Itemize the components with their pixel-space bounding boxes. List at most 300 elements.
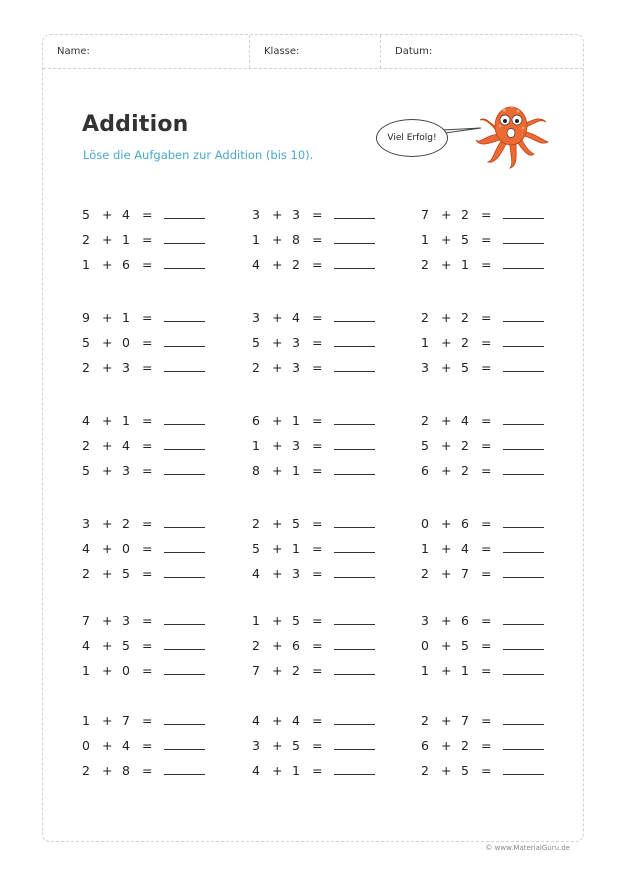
equals-sign: = [312,462,323,478]
answer-blank[interactable] [164,724,205,725]
second-addend: 5 [461,231,469,247]
answer-blank[interactable] [164,371,205,372]
equals-sign: = [312,565,323,581]
first-addend: 0 [421,637,429,653]
equals-sign: = [142,437,153,453]
second-addend: 1 [461,662,469,678]
answer-blank[interactable] [503,577,544,578]
answer-blank[interactable] [164,649,205,650]
first-addend: 5 [82,206,90,222]
equals-sign: = [312,412,323,428]
second-addend: 7 [122,712,130,728]
answer-blank[interactable] [334,268,375,269]
addition-problem [82,256,205,272]
addition-problem [82,565,205,581]
equals-sign: = [142,206,153,222]
addition-problem [252,334,375,350]
instructions: Löse die Aufgaben zur Addition (bis 10). [83,148,314,162]
plus-sign: + [102,637,113,653]
second-addend: 0 [122,662,130,678]
addition-problem [421,637,544,653]
answer-blank[interactable] [334,577,375,578]
plus-sign: + [102,412,113,428]
equals-sign: = [481,309,492,325]
plus-sign: + [102,712,113,728]
plus-sign: + [102,206,113,222]
second-addend: 6 [122,256,130,272]
speech-bubble-text: Viel Erfolg! [387,133,437,143]
answer-blank[interactable] [503,552,544,553]
answer-blank[interactable] [503,527,544,528]
problem-grid [82,0,552,876]
addition-problem [421,412,544,428]
second-addend: 5 [461,359,469,375]
plus-sign: + [102,256,113,272]
equals-sign: = [142,515,153,531]
first-addend: 4 [82,540,90,556]
equals-sign: = [481,612,492,628]
answer-blank[interactable] [334,552,375,553]
plus-sign: + [441,462,452,478]
plus-sign: + [441,309,452,325]
first-addend: 2 [82,762,90,778]
second-addend: 6 [292,637,300,653]
first-addend: 4 [82,637,90,653]
addition-problem [82,359,205,375]
answer-blank[interactable] [503,474,544,475]
equals-sign: = [312,662,323,678]
addition-problem [421,737,544,753]
plus-sign: + [272,334,283,350]
plus-sign: + [441,206,452,222]
equals-sign: = [312,737,323,753]
first-addend: 1 [421,334,429,350]
answer-blank[interactable] [164,243,205,244]
answer-blank[interactable] [334,243,375,244]
first-addend: 3 [252,206,260,222]
plus-sign: + [441,334,452,350]
equals-sign: = [312,231,323,247]
addition-problem [252,231,375,247]
answer-blank[interactable] [503,724,544,725]
second-addend: 5 [122,637,130,653]
equals-sign: = [481,437,492,453]
first-addend: 9 [82,309,90,325]
plus-sign: + [441,231,452,247]
second-addend: 1 [122,309,130,325]
equals-sign: = [142,309,153,325]
plus-sign: + [272,437,283,453]
first-addend: 2 [421,412,429,428]
equals-sign: = [481,412,492,428]
equals-sign: = [312,334,323,350]
first-addend: 6 [421,462,429,478]
equals-sign: = [142,231,153,247]
answer-blank[interactable] [334,674,375,675]
plus-sign: + [441,612,452,628]
plus-sign: + [272,762,283,778]
plus-sign: + [102,462,113,478]
addition-problem [82,515,205,531]
addition-problem [82,437,205,453]
plus-sign: + [102,334,113,350]
addition-problem [421,309,544,325]
answer-blank[interactable] [164,346,205,347]
second-addend: 0 [122,540,130,556]
plus-sign: + [272,637,283,653]
answer-blank[interactable] [503,321,544,322]
answer-blank[interactable] [334,724,375,725]
addition-problem [421,437,544,453]
second-addend: 2 [461,334,469,350]
addition-problem [252,515,375,531]
addition-problem [82,231,205,247]
addition-problem [252,462,375,478]
plus-sign: + [102,309,113,325]
plus-sign: + [272,565,283,581]
second-addend: 4 [292,712,300,728]
addition-problem [82,462,205,478]
answer-blank[interactable] [334,649,375,650]
addition-problem [421,540,544,556]
answer-blank[interactable] [334,424,375,425]
answer-blank[interactable] [334,449,375,450]
addition-problem [421,612,544,628]
addition-problem [421,762,544,778]
second-addend: 5 [122,565,130,581]
second-addend: 4 [122,737,130,753]
second-addend: 1 [122,412,130,428]
second-addend: 5 [292,612,300,628]
second-addend: 4 [122,206,130,222]
first-addend: 3 [82,515,90,531]
addition-problem [252,612,375,628]
second-addend: 2 [461,206,469,222]
plus-sign: + [102,737,113,753]
second-addend: 5 [461,637,469,653]
answer-blank[interactable] [503,749,544,750]
second-addend: 2 [461,462,469,478]
addition-problem [421,565,544,581]
second-addend: 0 [122,334,130,350]
plus-sign: + [272,540,283,556]
second-addend: 5 [461,762,469,778]
equals-sign: = [142,540,153,556]
equals-sign: = [142,256,153,272]
equals-sign: = [142,637,153,653]
answer-blank[interactable] [503,346,544,347]
answer-blank[interactable] [164,552,205,553]
equals-sign: = [481,462,492,478]
second-addend: 8 [122,762,130,778]
second-addend: 1 [122,231,130,247]
addition-problem [252,637,375,653]
page-title: Addition [82,112,189,137]
plus-sign: + [272,462,283,478]
answer-blank[interactable] [503,624,544,625]
plus-sign: + [102,437,113,453]
addition-problem [421,462,544,478]
second-addend: 6 [461,612,469,628]
second-addend: 3 [292,359,300,375]
second-addend: 2 [292,662,300,678]
second-addend: 1 [292,412,300,428]
answer-blank[interactable] [503,774,544,775]
equals-sign: = [312,637,323,653]
answer-blank[interactable] [503,424,544,425]
first-addend: 2 [82,565,90,581]
equals-sign: = [481,712,492,728]
addition-problem [82,762,205,778]
addition-problem [252,359,375,375]
addition-problem [82,334,205,350]
answer-blank[interactable] [164,218,205,219]
first-addend: 2 [252,637,260,653]
addition-problem [252,565,375,581]
equals-sign: = [481,737,492,753]
plus-sign: + [102,540,113,556]
first-addend: 4 [252,256,260,272]
first-addend: 2 [252,515,260,531]
equals-sign: = [142,334,153,350]
addition-problem [252,437,375,453]
plus-sign: + [272,309,283,325]
plus-sign: + [272,662,283,678]
first-addend: 2 [421,565,429,581]
first-addend: 4 [252,712,260,728]
equals-sign: = [312,206,323,222]
addition-problem [252,762,375,778]
plus-sign: + [441,712,452,728]
first-addend: 6 [421,737,429,753]
answer-blank[interactable] [164,527,205,528]
equals-sign: = [142,712,153,728]
answer-blank[interactable] [334,527,375,528]
equals-sign: = [312,762,323,778]
first-addend: 3 [421,359,429,375]
second-addend: 4 [122,437,130,453]
second-addend: 2 [461,437,469,453]
equals-sign: = [142,737,153,753]
equals-sign: = [481,359,492,375]
answer-blank[interactable] [334,749,375,750]
answer-blank[interactable] [334,774,375,775]
answer-blank[interactable] [164,321,205,322]
equals-sign: = [142,462,153,478]
plus-sign: + [441,359,452,375]
answer-blank[interactable] [164,424,205,425]
equals-sign: = [312,359,323,375]
first-addend: 5 [252,334,260,350]
answer-blank[interactable] [503,674,544,675]
plus-sign: + [272,359,283,375]
plus-sign: + [102,515,113,531]
addition-problem [82,206,205,222]
answer-blank[interactable] [164,577,205,578]
answer-blank[interactable] [503,371,544,372]
plus-sign: + [441,637,452,653]
addition-problem [421,334,544,350]
equals-sign: = [481,515,492,531]
plus-sign: + [272,737,283,753]
first-addend: 3 [252,309,260,325]
equals-sign: = [481,540,492,556]
answer-blank[interactable] [503,243,544,244]
first-addend: 2 [421,309,429,325]
addition-problem [252,712,375,728]
first-addend: 2 [82,231,90,247]
addition-problem [252,256,375,272]
footer-credit: © www.MaterialGuru.de [485,844,570,852]
first-addend: 8 [252,462,260,478]
answer-blank[interactable] [503,449,544,450]
plus-sign: + [102,565,113,581]
addition-problem [82,662,205,678]
addition-problem [252,206,375,222]
first-addend: 2 [82,437,90,453]
first-addend: 2 [421,712,429,728]
addition-problem [421,256,544,272]
addition-problem [421,206,544,222]
plus-sign: + [441,662,452,678]
plus-sign: + [441,565,452,581]
equals-sign: = [312,309,323,325]
answer-blank[interactable] [164,474,205,475]
answer-blank[interactable] [164,674,205,675]
answer-blank[interactable] [334,474,375,475]
addition-problem [252,737,375,753]
answer-blank[interactable] [503,268,544,269]
plus-sign: + [272,231,283,247]
plus-sign: + [102,359,113,375]
first-addend: 4 [252,762,260,778]
first-addend: 6 [252,412,260,428]
equals-sign: = [312,612,323,628]
addition-problem [252,662,375,678]
first-addend: 1 [82,256,90,272]
addition-problem [82,309,205,325]
answer-blank[interactable] [164,449,205,450]
second-addend: 2 [461,737,469,753]
answer-blank[interactable] [503,649,544,650]
addition-problem [252,412,375,428]
plus-sign: + [441,437,452,453]
first-addend: 0 [82,737,90,753]
answer-blank[interactable] [334,371,375,372]
second-addend: 1 [292,540,300,556]
name-label: Name: [57,46,90,57]
answer-blank[interactable] [334,321,375,322]
first-addend: 5 [82,334,90,350]
addition-problem [421,231,544,247]
second-addend: 5 [292,737,300,753]
first-addend: 2 [82,359,90,375]
answer-blank[interactable] [334,346,375,347]
answer-blank[interactable] [334,218,375,219]
plus-sign: + [441,737,452,753]
equals-sign: = [481,206,492,222]
first-addend: 3 [252,737,260,753]
answer-blank[interactable] [503,218,544,219]
first-addend: 1 [82,712,90,728]
equals-sign: = [142,762,153,778]
equals-sign: = [481,565,492,581]
plus-sign: + [441,256,452,272]
first-addend: 1 [82,662,90,678]
first-addend: 7 [82,612,90,628]
second-addend: 3 [292,565,300,581]
answer-blank[interactable] [334,624,375,625]
first-addend: 1 [252,437,260,453]
second-addend: 5 [292,515,300,531]
plus-sign: + [272,412,283,428]
answer-blank[interactable] [164,749,205,750]
second-addend: 2 [122,515,130,531]
first-addend: 5 [421,437,429,453]
addition-problem [421,712,544,728]
plus-sign: + [441,412,452,428]
first-addend: 4 [252,565,260,581]
second-addend: 6 [461,515,469,531]
equals-sign: = [312,515,323,531]
answer-blank[interactable] [164,624,205,625]
equals-sign: = [142,412,153,428]
second-addend: 8 [292,231,300,247]
equals-sign: = [312,437,323,453]
plus-sign: + [441,540,452,556]
answer-blank[interactable] [164,774,205,775]
first-addend: 5 [82,462,90,478]
second-addend: 7 [461,712,469,728]
equals-sign: = [142,359,153,375]
addition-problem [82,540,205,556]
second-addend: 3 [122,612,130,628]
equals-sign: = [481,637,492,653]
equals-sign: = [481,256,492,272]
plus-sign: + [272,206,283,222]
addition-problem [421,515,544,531]
addition-problem [421,662,544,678]
class-label: Klasse: [264,46,300,57]
second-addend: 1 [292,762,300,778]
first-addend: 7 [252,662,260,678]
second-addend: 7 [461,565,469,581]
first-addend: 7 [421,206,429,222]
equals-sign: = [481,662,492,678]
equals-sign: = [312,712,323,728]
plus-sign: + [272,256,283,272]
second-addend: 4 [292,309,300,325]
date-label: Datum: [395,46,433,57]
equals-sign: = [481,334,492,350]
equals-sign: = [142,612,153,628]
answer-blank[interactable] [164,268,205,269]
addition-problem [82,412,205,428]
second-addend: 1 [461,256,469,272]
addition-problem [82,637,205,653]
first-addend: 1 [252,231,260,247]
addition-problem [421,359,544,375]
first-addend: 1 [421,540,429,556]
second-addend: 2 [461,309,469,325]
equals-sign: = [312,540,323,556]
second-addend: 3 [292,334,300,350]
first-addend: 0 [421,515,429,531]
second-addend: 3 [292,437,300,453]
plus-sign: + [441,515,452,531]
plus-sign: + [272,712,283,728]
second-addend: 4 [461,412,469,428]
